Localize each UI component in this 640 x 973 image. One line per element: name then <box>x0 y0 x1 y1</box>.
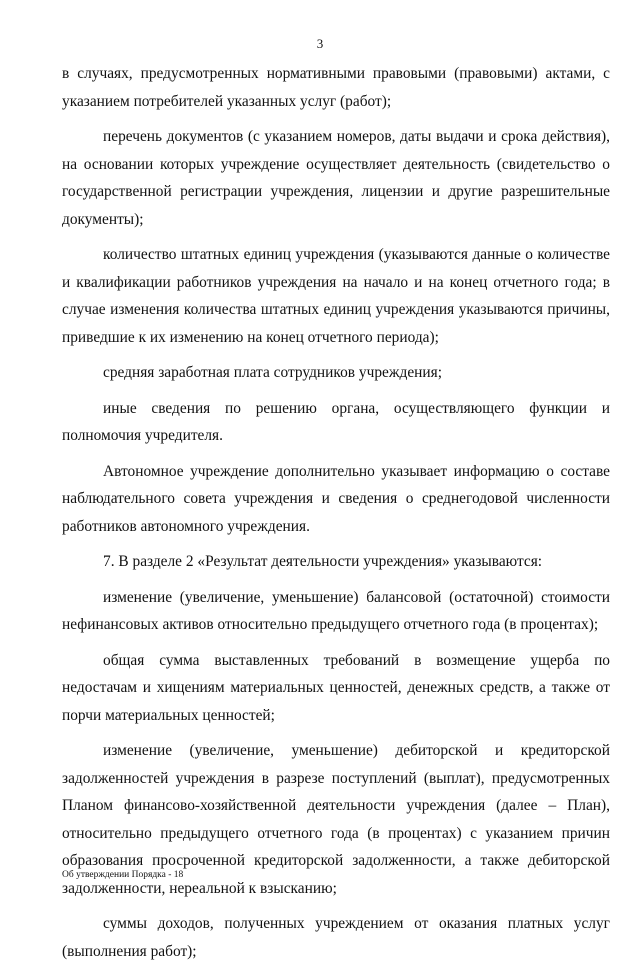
paragraph: средняя заработная плата сотрудников учреждения; <box>103 364 442 381</box>
paragraph: общая сумма выставленных требований в возмещение ущерба по недостачам и хищениям материальных ценностей, денежных средств, а также от порчи материальных ценностей; <box>62 651 610 724</box>
section-heading: 7. В разделе 2 «Результат деятельности учреждения» указываются: <box>103 553 543 570</box>
paragraph: в случаях, предусмотренных нормативными правовыми (правовыми) актами, с указанием потребителей указанных услуг (работ); <box>62 65 610 110</box>
paragraph: изменение (увеличение, уменьшение) дебиторской и кредиторской задолженностей учреждения в разрезе поступлений (выплат), предусмотренных Планом финансово-хозяйственной деятельности учреждения (далее – План), относительно предыдущего отчетного года (в процентах) с указанием причин образования просроченной кредиторской задолженности, а также дебиторской задолженности, нереальной к взысканию; <box>62 742 610 897</box>
paragraph: суммы доходов, полученных учреждением от оказания платных услуг (выполнения работ); <box>62 915 610 960</box>
paragraph: количество штатных единиц учреждения (указываются данные о количестве и квалификации работников учреждения на начало и на конец отчетного года; в случае изменения количества штатных единиц учреждения указываются причины, приведшие к их изменению на конец отчетного периода); <box>62 246 610 346</box>
paragraph: иные сведения по решению органа, осуществляющего функции и полномочия учредителя. <box>62 399 610 444</box>
document-body <box>62 60 610 973</box>
paragraph: перечень документов (с указанием номеров, даты выдачи и срока действия), на основании которых учреждение осуществляет деятельность (свидетельство о государственной регистрации учреждения, лицензии и другие разрешительные документы); <box>62 128 610 228</box>
page-number: 3 <box>316 36 324 51</box>
paragraph: изменение (увеличение, уменьшение) балансовой (остаточной) стоимости нефинансовых активов относительно предыдущего отчетного года (в процентах); <box>62 588 610 633</box>
footer-note: Об утверждении Порядка - 18 <box>62 870 184 880</box>
paragraph: Автономное учреждение дополнительно указывает информацию о составе наблюдательного совета учреждения и сведения о среднегодовой численности работников автономного учреждения. <box>62 462 610 535</box>
